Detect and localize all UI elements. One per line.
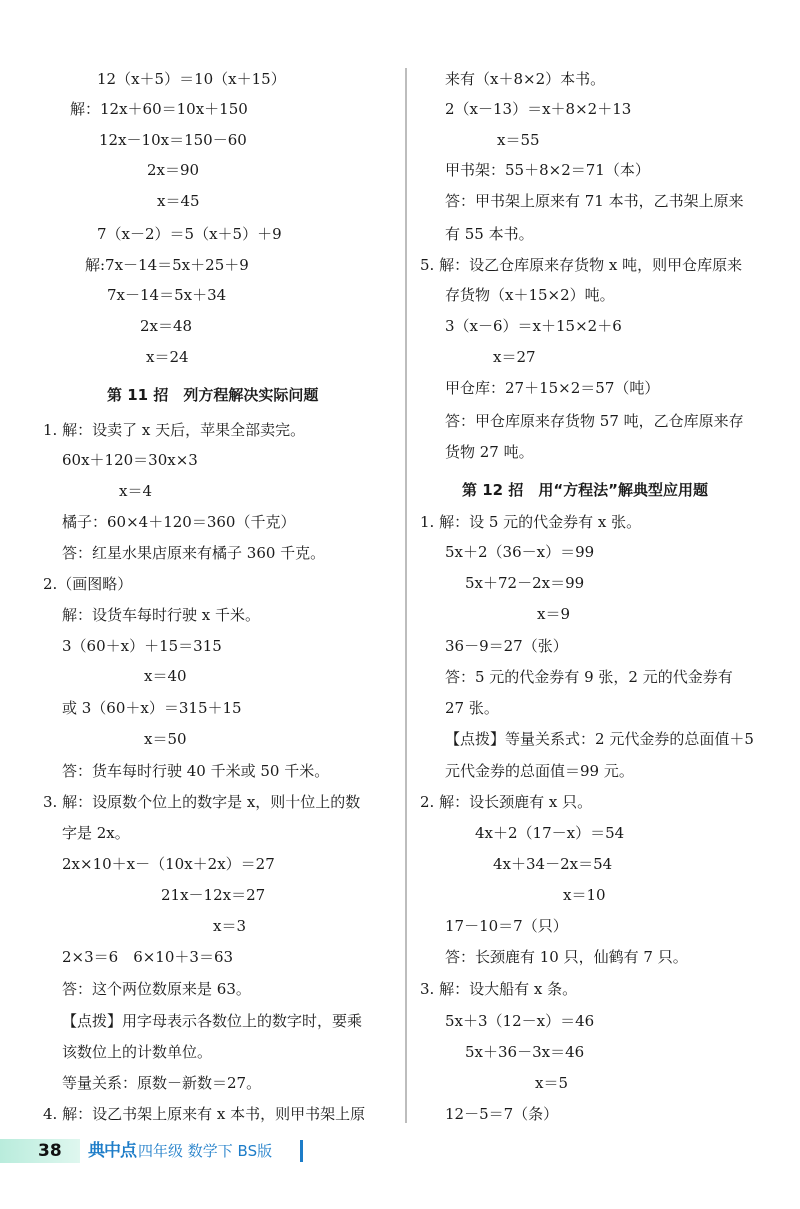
equation-line: 5x＋36－3x＝46 (465, 1043, 585, 1061)
answer-line: 有 55 本书。 (445, 225, 534, 243)
equation-line: 3（60＋x）＋15＝315 (62, 637, 222, 655)
equation-line: 60x＋120＝30x×3 (62, 451, 198, 469)
page-footer (0, 1137, 340, 1165)
equation-line: x＝4 (119, 482, 153, 500)
problem-line: 1. 解：设卖了 x 天后，苹果全部卖完。 (43, 421, 306, 439)
tip-line: 元代金券的总面值＝99 元。 (445, 762, 634, 780)
equation-line: x＝40 (144, 667, 187, 685)
equation-line: 12（x＋5）＝10（x＋15） (97, 70, 286, 88)
equation-line: x＝27 (493, 348, 536, 366)
answer-line: 货物 27 吨。 (445, 443, 534, 461)
brand-logo: 典中点 (88, 1141, 136, 1161)
answer-line: 答：甲书架上原来有 71 本书，乙书架上原来 (445, 192, 744, 210)
equation-line: 12x－10x＝150－60 (99, 131, 247, 149)
problem-line: 5. 解：设乙仓库原来存货物 x 吨，则甲仓库原来 (420, 256, 743, 274)
equation-line: x＝45 (157, 192, 200, 210)
solution-line: 解：设货车每时行驶 x 千米。 (62, 606, 260, 624)
equation-line: 21x－12x＝27 (161, 886, 266, 904)
problem-line: 2. 解：设长颈鹿有 x 只。 (420, 793, 593, 811)
answer-line: 答：5 元的代金券有 9 张，2 元的代金券有 (445, 668, 733, 686)
answer-line: 12－5＝7（条） (445, 1105, 559, 1123)
problem-line: 存货物（x＋15×2）吨。 (445, 286, 615, 304)
book-title: 四年级 数学下 BS版 (138, 1142, 273, 1160)
problem-line: 来有（x＋8×2）本书。 (445, 70, 606, 88)
equation-line: x＝10 (563, 886, 606, 904)
equation-line: x＝50 (144, 730, 187, 748)
solution-line: 解：12x＋60＝10x＋150 (70, 100, 248, 118)
equation-line: 3（x－6）＝x＋15×2＋6 (445, 317, 622, 335)
equation-line: 2（x－13）＝x＋8×2＋13 (445, 100, 632, 118)
equation-line: 2x＝90 (147, 161, 200, 179)
footer-bar (300, 1140, 303, 1162)
equation-line: 2×3＝6 6×10＋3＝63 (62, 948, 234, 966)
answer-line: 27 张。 (445, 699, 499, 717)
answer-line: 甲书架：55＋8×2＝71（本） (445, 161, 650, 179)
equation-line: 2x×10＋x－（10x＋2x）＝27 (62, 855, 275, 873)
problem-line: 3. 解：设大船有 x 条。 (420, 980, 578, 998)
answer-line: 答：货车每时行驶 40 千米或 50 千米。 (62, 762, 330, 780)
tip-line: 【点拨】等量关系式：2 元代金券的总面值＋5 (445, 730, 754, 748)
equation-line: 或 3（60＋x）＝315＋15 (62, 699, 242, 717)
problem-line: 2.（画图略） (43, 575, 133, 593)
equation-line: 5x＋72－2x＝99 (465, 574, 585, 592)
equation-line: 7（x－2）＝5（x＋5）＋9 (97, 225, 282, 243)
equation-line: 7x－14＝5x＋34 (107, 286, 227, 304)
answer-line: 17－10＝7（只） (445, 917, 568, 935)
tip-line: 等量关系：原数－新数＝27。 (62, 1074, 262, 1092)
answer-line: 橘子：60×4＋120＝360（千克） (62, 513, 296, 531)
section-heading: 第 12 招 用“方程法”解典型应用题 (462, 481, 709, 499)
page-number: 38 (38, 1141, 62, 1161)
answer-line: 答：这个两位数原来是 63。 (62, 980, 251, 998)
answer-line: 36－9＝27（张） (445, 637, 568, 655)
equation-line: x＝5 (535, 1074, 569, 1092)
tip-line: 该数位上的计数单位。 (62, 1043, 213, 1061)
equation-line: x＝3 (213, 917, 247, 935)
problem-line: 4. 解：设乙书架上原来有 x 本书，则甲书架上原 (43, 1105, 366, 1123)
tip-line: 【点拨】用字母表示各数位上的数字时，要乘 (62, 1012, 363, 1030)
answer-line: 答：甲仓库原来存货物 57 吨，乙仓库原来存 (445, 412, 744, 430)
equation-line: 5x＋3（12－x）＝46 (445, 1012, 595, 1030)
equation-line: x＝55 (497, 131, 540, 149)
column-divider (405, 68, 407, 1123)
problem-line: 3. 解：设原数个位上的数字是 x，则十位上的数 (43, 793, 361, 811)
problem-line: 1. 解：设 5 元的代金券有 x 张。 (420, 513, 642, 531)
answer-line: 甲仓库：27＋15×2＝57（吨） (445, 379, 660, 397)
equation-line: 5x＋2（36－x）＝99 (445, 543, 595, 561)
equation-line: x＝9 (537, 605, 571, 623)
answer-line: 答：红星水果店原来有橘子 360 千克。 (62, 544, 326, 562)
solution-line: 解:7x－14＝5x＋25＋9 (85, 256, 249, 274)
answer-line: 答：长颈鹿有 10 只，仙鹤有 7 只。 (445, 948, 688, 966)
equation-line: 2x＝48 (140, 317, 193, 335)
section-heading: 第 11 招 列方程解决实际问题 (107, 386, 319, 404)
equation-line: x＝24 (146, 348, 189, 366)
problem-line: 字是 2x。 (62, 824, 130, 842)
equation-line: 4x＋2（17－x）＝54 (475, 824, 625, 842)
equation-line: 4x＋34－2x＝54 (493, 855, 613, 873)
